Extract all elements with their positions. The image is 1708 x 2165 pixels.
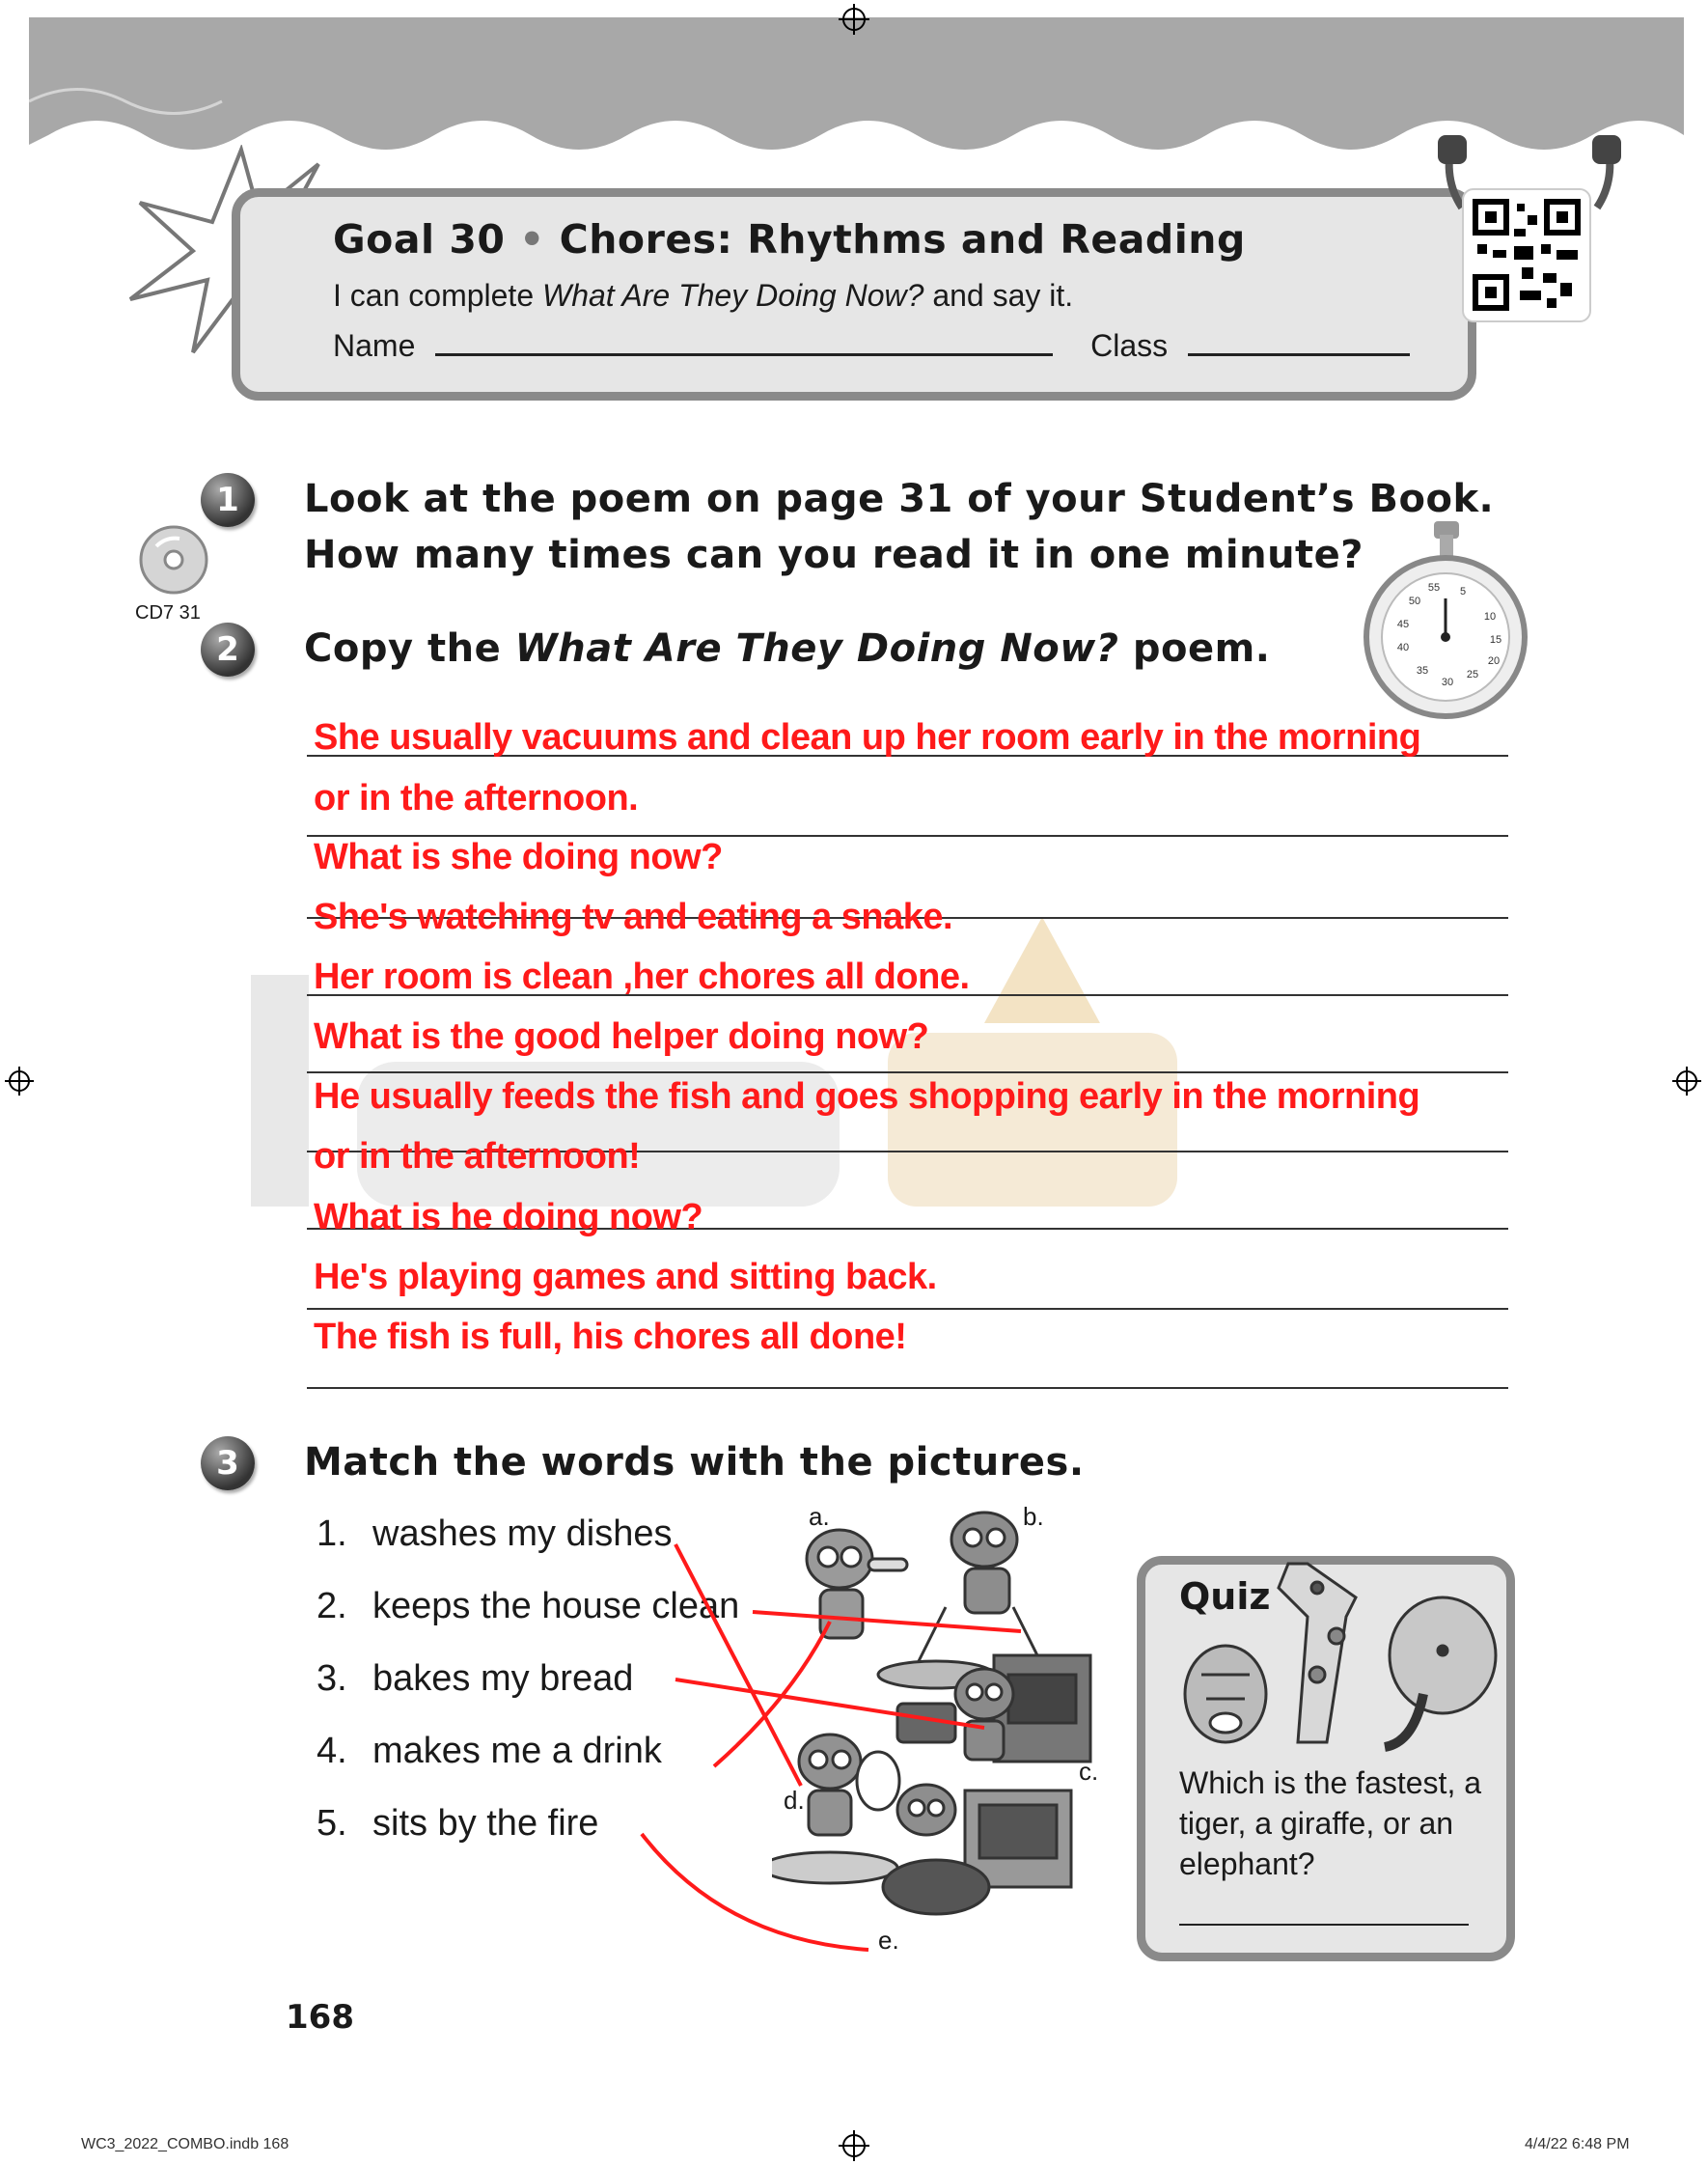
stopwatch-number: 55 (1427, 582, 1441, 594)
match-item: 1. washes my dishes (317, 1513, 673, 1554)
picture-label-a: a. (809, 1502, 830, 1531)
name-label: Name (333, 328, 416, 363)
cd-icon (135, 521, 212, 598)
class-label: Class (1090, 328, 1169, 363)
tiger-icon (1185, 1646, 1266, 1742)
exercise-2-instruction: Copy the What Are They Doing Now? poem. (304, 626, 1271, 671)
stopwatch-number: 5 (1459, 586, 1467, 597)
handwritten-line: She's watching tv and eating a snake. (314, 897, 953, 937)
stopwatch-number: 40 (1396, 642, 1410, 653)
footer-date: 4/4/22 6:48 PM (1525, 2136, 1630, 2152)
robot-e (883, 1785, 1071, 1914)
stopwatch-number: 50 (1408, 596, 1421, 607)
cd-track-label: CD7 31 (135, 602, 201, 624)
handwritten-line: He usually feeds the fish and goes shopping early in the morning (314, 1076, 1420, 1117)
qr-code-icon[interactable] (1462, 188, 1591, 322)
goal-title: Goal 30 • Chores: Rhythms and Reading (333, 216, 1246, 263)
picture-label-c: c. (1079, 1757, 1099, 1786)
match-item: 3. bakes my bread (317, 1658, 634, 1699)
quiz-title: Quiz (1179, 1575, 1271, 1618)
robot-a (807, 1530, 907, 1638)
match-item: 5. sits by the fire (317, 1803, 599, 1844)
exercise-3-badge: 3 (201, 1436, 255, 1490)
quiz-answer-line[interactable] (1179, 1924, 1469, 1926)
picture-label-b: b. (1023, 1502, 1044, 1531)
name-class-row (333, 328, 1410, 364)
exercise-2-badge: 2 (201, 623, 255, 677)
exercise-3-instruction: Match the words with the pictures. (304, 1440, 1085, 1485)
handwritten-line: The fish is full, his chores all done! (314, 1317, 907, 1357)
match-item: 2. keeps the house clean (317, 1586, 740, 1626)
handwritten-line: What is she doing now? (314, 837, 723, 877)
writing-line (307, 1071, 1508, 1073)
giraffe-icon (1279, 1564, 1356, 1742)
name-field[interactable] (435, 353, 1053, 356)
picture-label-e: e. (878, 1926, 899, 1955)
handwritten-line: or in the afternoon. (314, 778, 639, 819)
registration-mark-icon (1667, 1062, 1706, 1100)
picture-label-d: d. (784, 1786, 805, 1815)
animals-illustration (1182, 1559, 1510, 1757)
handwritten-line: Her room is clean ,her chores all done. (314, 957, 970, 997)
stopwatch-number: 15 (1489, 634, 1502, 646)
match-item: 4. makes me a drink (317, 1731, 662, 1771)
handwritten-line: He's playing games and sitting back. (314, 1257, 937, 1297)
stopwatch-number: 30 (1441, 677, 1454, 688)
stopwatch-number: 35 (1416, 665, 1429, 677)
stopwatch-icon (1359, 521, 1532, 724)
class-field[interactable] (1188, 353, 1410, 356)
stopwatch-number: 45 (1396, 619, 1410, 630)
stopwatch-number: 10 (1483, 611, 1497, 623)
page-number: 168 (286, 1998, 354, 2037)
stopwatch-number: 20 (1487, 655, 1501, 667)
goal-subtitle: I can complete What Are They Doing Now? and say it. (333, 278, 1074, 313)
exercise-1-instruction: Look at the poem on page 31 of your Student’s Book. How many times can you read it in one minute? (304, 477, 1495, 577)
registration-mark-icon (830, 0, 878, 43)
handwritten-line: What is the good helper doing now? (314, 1016, 929, 1057)
handwritten-line: She usually vacuums and clean up her room early in the morning (314, 717, 1421, 758)
exercise-1-badge: 1 (201, 473, 255, 527)
robot-chores-illustration (772, 1501, 1119, 1930)
handwritten-line: or in the afternoon! (314, 1136, 641, 1177)
elephant-icon (1385, 1597, 1496, 1747)
registration-mark-icon (0, 1062, 39, 1100)
footer-file: WC3_2022_COMBO.indb 168 (81, 2136, 289, 2152)
stopwatch-number: 25 (1466, 669, 1479, 680)
registration-mark-icon (830, 2122, 878, 2165)
quiz-question: Which is the fastest, a tiger, a giraffe, or an elephant? (1179, 1765, 1482, 1881)
writing-line (307, 1308, 1508, 1310)
writing-line (307, 1387, 1508, 1389)
handwritten-line: What is he doing now? (314, 1197, 703, 1237)
